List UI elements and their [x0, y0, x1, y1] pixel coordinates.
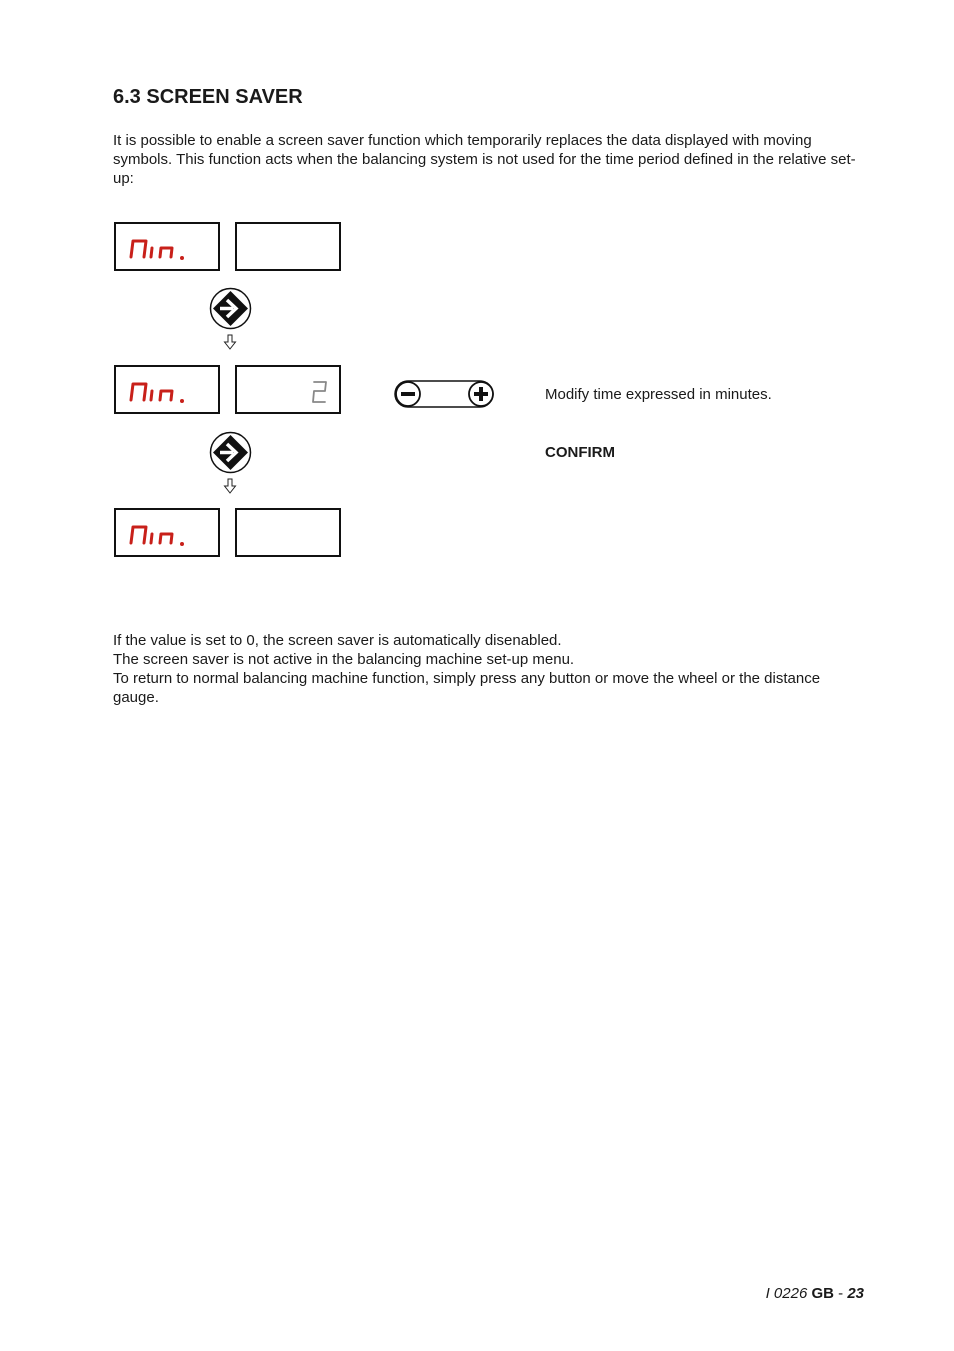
- footer-separator: -: [838, 1285, 844, 1302]
- display-right-step2: [235, 365, 341, 414]
- digit-two-segment-icon: [237, 367, 339, 412]
- note-line: To return to normal balancing machine function, simply press any button or move the wheel or the distance gauge.: [113, 670, 821, 706]
- minus-plus-stepper: [392, 378, 496, 410]
- note-line: The screen saver is not active in the balancing machine set-up menu.: [113, 651, 575, 668]
- display-left-step1: [114, 222, 220, 271]
- enter-key-icon: [209, 431, 252, 474]
- intro-paragraph: It is possible to enable a screen saver function which temporarily replaces the data displayed with moving symbols. This function acts when the balancing system is not used for the time period defined in the relative set-up:: [113, 132, 856, 187]
- confirm-label: CONFIRM: [545, 444, 615, 461]
- display-left-step3: [114, 508, 220, 557]
- language-code: GB: [811, 1285, 834, 1302]
- display-right-step1: [235, 222, 341, 271]
- section-title: 6.3 SCREEN SAVER: [113, 86, 303, 108]
- doc-code: I 0226: [765, 1285, 808, 1302]
- min-segment-icon: [116, 224, 218, 269]
- min-segment-icon: [116, 367, 218, 412]
- notes-block: [113, 631, 853, 707]
- down-arrow-icon: [223, 334, 237, 350]
- min-segment-icon: [116, 510, 218, 555]
- page-number: 23: [847, 1285, 864, 1302]
- note-line: If the value is set to 0, the screen saver is automatically disenabled.: [113, 632, 562, 649]
- enter-key-icon: [209, 287, 252, 330]
- page-footer: [766, 1285, 864, 1302]
- down-arrow-icon: [223, 478, 237, 494]
- display-right-step3: [235, 508, 341, 557]
- modify-time-label: Modify time expressed in minutes.: [545, 386, 772, 403]
- display-left-step2: [114, 365, 220, 414]
